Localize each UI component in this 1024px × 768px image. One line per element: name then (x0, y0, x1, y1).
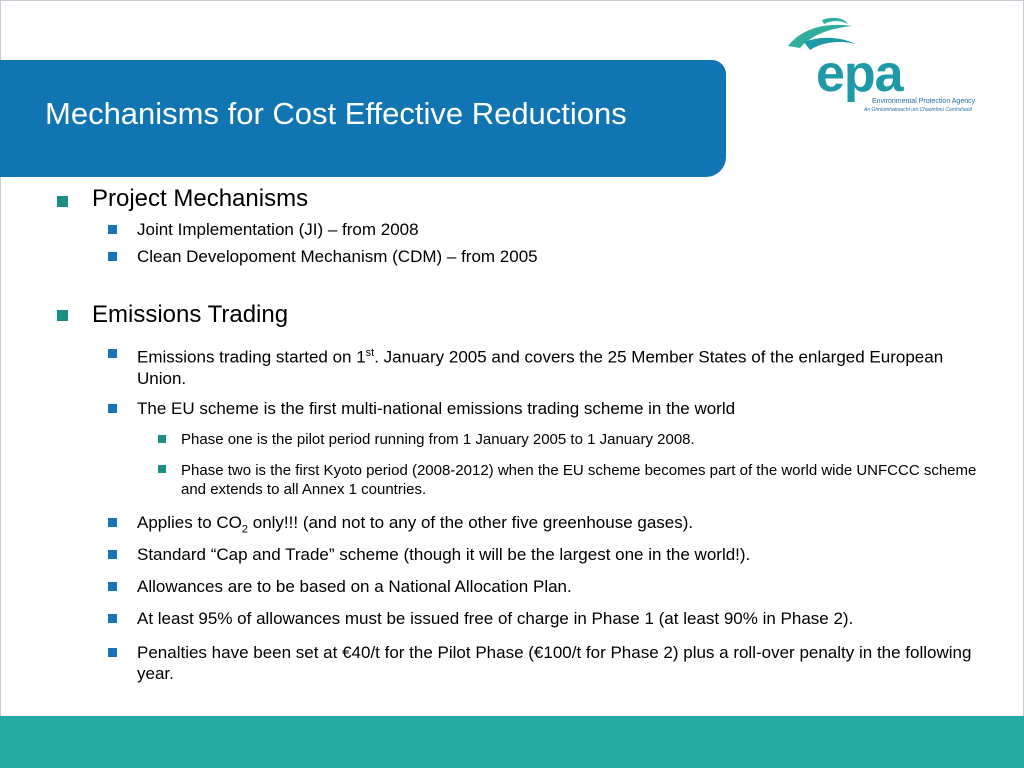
bullet-square-icon (108, 252, 117, 261)
bullet-square-icon (108, 518, 117, 527)
bullet-square-icon (108, 614, 117, 623)
logo-subtitle-irish: An Ghníomhaireacht um Chaomhnú Comhshaoil (864, 107, 972, 113)
list-item: Allowances are to be based on a National Allocation Plan. (137, 577, 572, 596)
bullet-square-icon (108, 349, 117, 358)
bullet-square-icon (108, 582, 117, 591)
section-heading: Project Mechanisms (92, 185, 309, 212)
bullet-square-icon (108, 648, 117, 657)
list-item: The EU scheme is the first multi-national emissions trading scheme in the world (137, 399, 736, 418)
list-item: Standard “Cap and Trade” scheme (though it will be the largest one in the world!). (137, 545, 751, 564)
sub-list-item: Phase two is the first Kyoto period (2008-2012) when the EU scheme becomes part of the world wide UNFCCC scheme and extends to all Annex 1 countries. (181, 462, 977, 498)
logo-wordmark: epa (816, 45, 903, 103)
bullet-square-icon (108, 404, 117, 413)
bullet-square-icon (158, 465, 166, 473)
slide-title: Mechanisms for Cost Effective Reductions (45, 96, 627, 131)
list-item: Clean Developoment Mechanism (CDM) – from 2005 (137, 247, 538, 266)
bullet-square-icon (108, 225, 117, 234)
list-item: Emissions trading started on 1st. January 2005 and covers the 25 Member States of the enlarged European Union. (137, 347, 944, 388)
logo-subtitle: Environmental Protection Agency (872, 98, 976, 105)
list-item: Applies to $CO_2$ only!!! (and not to any of the other five greenhouse gases). (137, 513, 694, 536)
bullet-square-icon (158, 435, 166, 443)
sub-list-item: Phase one is the pilot period running from 1 January 2005 to 1 January 2008. (181, 431, 695, 448)
bottom-bar (0, 716, 1024, 768)
epa-logo (782, 14, 982, 114)
bullet-square-icon (57, 196, 68, 207)
list-item: At least 95% of allowances must be issued free of charge in Phase 1 (at least 90% in Phase 2). (137, 609, 854, 628)
list-item: Joint Implementation (JI) – from 2008 (137, 220, 419, 239)
bullet-square-icon (57, 310, 68, 321)
section-heading: Emissions Trading (92, 301, 289, 328)
bullet-square-icon (108, 550, 117, 559)
list-item: Penalties have been set at €40/t for the Pilot Phase (€100/t for Phase 2) plus a roll-over penalty in the following year. (137, 643, 972, 683)
